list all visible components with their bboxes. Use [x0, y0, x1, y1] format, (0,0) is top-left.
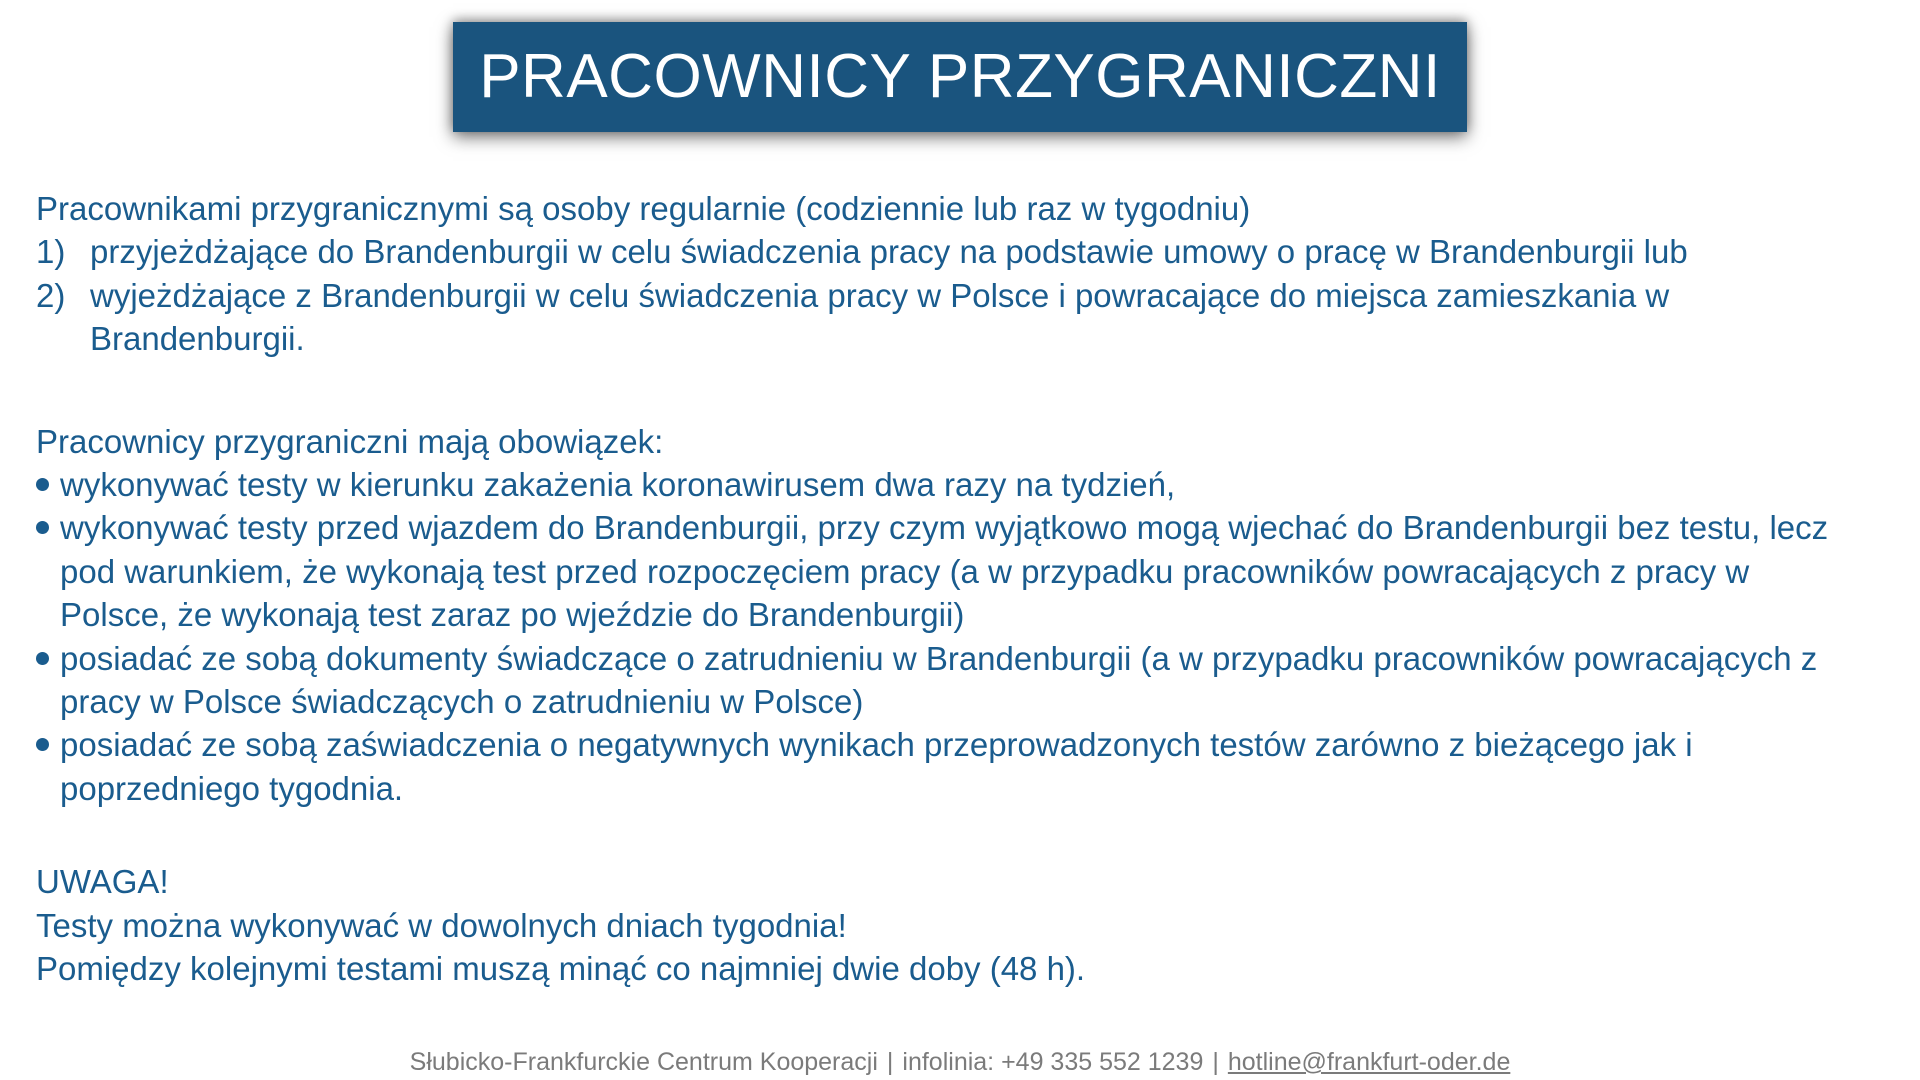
notice-lines: [36, 904, 1866, 991]
intro-lead-text: Pracownikami przygranicznymi są osoby regularnie (codziennie lub raz w tygodniu): [36, 190, 1251, 227]
main-content: [36, 187, 1866, 991]
title-banner-container: [0, 22, 1920, 132]
numbered-list-item: [36, 230, 1866, 273]
bullet-icon: [36, 521, 49, 534]
notice-line: Testy można wykonywać w dowolnych dniach tygodnia!: [36, 906, 847, 944]
list-item-text: posiadać ze sobą zaświadczenia o negatywnych wynikach przeprowadzonych testów zarówno z bieżącego jak i poprzedniego tygodnia.: [60, 726, 1693, 807]
list-item-text: wykonywać testy w kierunku zakażenia koronawirusem dwa razy na tydzień,: [60, 466, 1176, 504]
list-item-number: 1): [36, 233, 66, 271]
list-item-text: wyjeżdżające z Brandenburgii w celu świadczenia pracy w Polsce i powracające do miejsca zamieszkania w Brandenburgii.: [90, 276, 1670, 358]
bullet-list-item: [36, 723, 1866, 810]
footer-separator: |: [1212, 1048, 1219, 1076]
bullet-icon: [36, 738, 49, 751]
bullet-marker: [36, 506, 60, 534]
footer-organization: Słubicko-Frankfurckie Centrum Kooperacji: [409, 1048, 878, 1076]
list-item-number: 2): [36, 276, 66, 314]
list-item-text: przyjeżdżające do Brandenburgii w celu świadczenia pracy na podstawie umowy o pracę w Brandenburgii lub: [90, 233, 1688, 271]
numbered-list: [36, 230, 1866, 360]
numbered-list-item: [36, 274, 1866, 361]
notice-section: [36, 860, 1866, 990]
obligations-section: [36, 420, 1866, 811]
footer-infoline: infolinia: +49 335 552 1239: [902, 1048, 1204, 1076]
footer-separator: |: [886, 1048, 894, 1076]
footer-email-link[interactable]: hotline@frankfurt-oder.de: [1227, 1048, 1511, 1076]
list-item-text: wykonywać testy przed wjazdem do Brandenburgii, przy czym wyjątkowo mogą wjechać do Brandenburgii bez testu, lecz pod warunkiem, że wykonają test przed rozpoczęciem pracy (a w przypadku pracowników powracających z pracy w Polsce, że wykonają test zaraz po wjeździe do Brandenburgii): [60, 509, 1829, 634]
bullet-marker: [36, 463, 60, 491]
notice-heading: UWAGA!: [36, 863, 169, 901]
bullet-list: [36, 463, 1866, 810]
bullet-icon: [36, 478, 49, 491]
bullet-icon: [36, 652, 49, 665]
notice-line: Pomiędzy kolejnymi testami muszą minąć co najmniej dwie doby (48 h).: [36, 950, 1086, 988]
bullet-marker: [36, 723, 60, 751]
bullet-list-item: [36, 637, 1866, 724]
obligations-heading: Pracownicy przygraniczni mają obowiązek:: [36, 422, 664, 460]
footer: [0, 1046, 1920, 1078]
list-item-text: posiadać ze sobą dokumenty świadczące o zatrudnieniu w Brandenburgii (a w przypadku pracowników powracających z pracy w Polsce świadczących o zatrudnieniu w Polsce): [60, 639, 1818, 721]
page-title: PRACOWNICY PRZYGRANICZNI: [453, 22, 1467, 132]
bullet-list-item: [36, 506, 1866, 636]
bullet-list-item: [36, 463, 1866, 506]
bullet-marker: [36, 637, 60, 665]
